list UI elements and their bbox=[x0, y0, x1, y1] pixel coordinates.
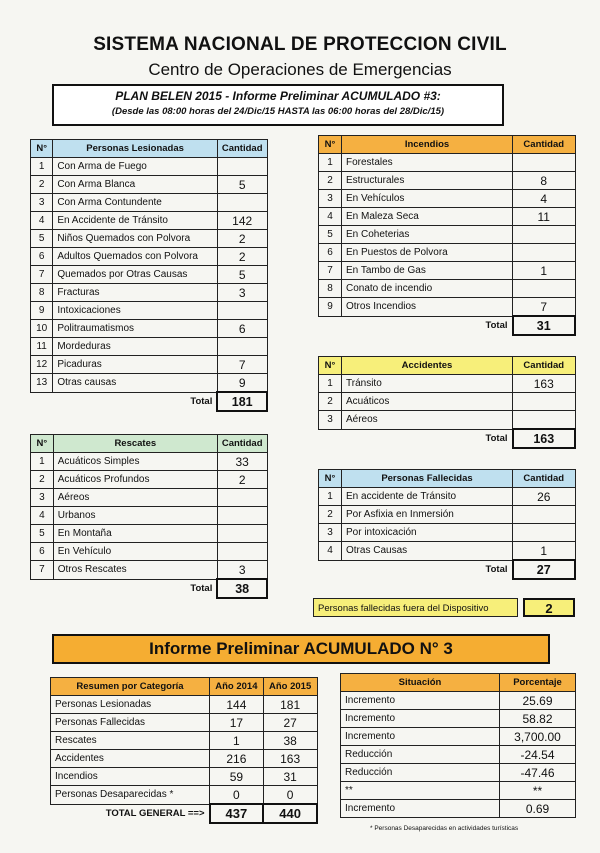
table-row bbox=[319, 506, 576, 524]
cell-qty bbox=[217, 489, 267, 507]
col-n: N° bbox=[319, 136, 342, 154]
table-row bbox=[341, 782, 576, 800]
cell-qty: 26 bbox=[513, 488, 576, 506]
fallecidas-fuera-value: 2 bbox=[523, 598, 575, 617]
cell-y2014: 59 bbox=[210, 768, 264, 786]
cell-qty: 1 bbox=[513, 542, 576, 561]
cell-y2015: 27 bbox=[263, 714, 317, 732]
cell-name: Adultos Quemados con Polvora bbox=[53, 248, 218, 266]
cell-name: Con Arma de Fuego bbox=[53, 158, 218, 176]
table-row bbox=[31, 230, 268, 248]
table-row bbox=[31, 489, 268, 507]
cell-y2014: 216 bbox=[210, 750, 264, 768]
cell-n: 5 bbox=[319, 226, 342, 244]
cell-n: 3 bbox=[319, 190, 342, 208]
cell-pct: 58.82 bbox=[500, 710, 576, 728]
table-row bbox=[319, 411, 576, 430]
cell-n: 7 bbox=[319, 262, 342, 280]
table-row bbox=[31, 194, 268, 212]
cell-qty bbox=[217, 338, 267, 356]
table-row bbox=[31, 356, 268, 374]
cell-qty: 11 bbox=[513, 208, 576, 226]
cell-cat: Incendios bbox=[51, 768, 210, 786]
cell-n: 6 bbox=[31, 248, 53, 266]
cell-pct: -47.46 bbox=[500, 764, 576, 782]
cell-sit: ** bbox=[341, 782, 500, 800]
cell-n: 1 bbox=[31, 158, 53, 176]
cell-qty: 6 bbox=[217, 320, 267, 338]
table-row bbox=[31, 338, 268, 356]
col-qty: Cantidad bbox=[513, 136, 576, 154]
cell-name: Forestales bbox=[342, 154, 513, 172]
table-row bbox=[31, 525, 268, 543]
cell-n: 8 bbox=[319, 280, 342, 298]
total-value: 181 bbox=[217, 392, 267, 411]
total-value: 38 bbox=[217, 579, 267, 598]
cell-n: 2 bbox=[31, 176, 53, 194]
cell-qty: 8 bbox=[513, 172, 576, 190]
col-n: N° bbox=[31, 140, 53, 158]
fallecidas-table bbox=[318, 469, 576, 580]
cell-name: Picaduras bbox=[53, 356, 218, 374]
cell-name: Con Arma Contundente bbox=[53, 194, 218, 212]
cell-name: Fracturas bbox=[53, 284, 218, 302]
table-row bbox=[319, 190, 576, 208]
cell-name: Con Arma Blanca bbox=[53, 176, 218, 194]
cell-qty bbox=[513, 154, 576, 172]
cell-name: Quemados por Otras Causas bbox=[53, 266, 218, 284]
table-row bbox=[31, 507, 268, 525]
table-row bbox=[31, 158, 268, 176]
col-n: N° bbox=[319, 357, 342, 375]
cell-cat: Personas Desaparecidas * bbox=[51, 786, 210, 805]
cell-y2014: 144 bbox=[210, 696, 264, 714]
table-row bbox=[319, 375, 576, 393]
cell-name: Otros Rescates bbox=[53, 561, 217, 580]
fallecidas-fuera-label: Personas fallecidas fuera del Dispositivo bbox=[313, 598, 518, 617]
cell-name: En Accidente de Tránsito bbox=[53, 212, 218, 230]
cell-name: En Vehículos bbox=[342, 190, 513, 208]
cell-y2014: 0 bbox=[210, 786, 264, 805]
cell-name: Niños Quemados con Polvora bbox=[53, 230, 218, 248]
cell-n: 3 bbox=[319, 524, 342, 542]
cell-sit: Incremento bbox=[341, 710, 500, 728]
table-row bbox=[31, 248, 268, 266]
table-row bbox=[319, 208, 576, 226]
cell-n: 3 bbox=[319, 411, 342, 430]
col-name: Rescates bbox=[53, 435, 217, 453]
cell-n: 1 bbox=[31, 453, 54, 471]
table-row bbox=[319, 172, 576, 190]
cell-name: Estructurales bbox=[342, 172, 513, 190]
cell-name: Acuáticos bbox=[342, 393, 513, 411]
cell-qty: 5 bbox=[217, 266, 267, 284]
cell-pct: ** bbox=[500, 782, 576, 800]
cell-qty: 9 bbox=[217, 374, 267, 393]
table-row bbox=[51, 768, 318, 786]
lesionadas-table bbox=[30, 139, 268, 412]
total-label: Total bbox=[485, 564, 508, 576]
cell-sit: Incremento bbox=[341, 692, 500, 710]
table-row bbox=[31, 374, 268, 393]
cell-qty bbox=[217, 302, 267, 320]
cell-name: Otros Incendios bbox=[342, 298, 513, 317]
cell-n: 4 bbox=[319, 542, 342, 561]
col-name: Personas Fallecidas bbox=[342, 470, 513, 488]
cell-qty bbox=[513, 226, 576, 244]
cell-n: 1 bbox=[319, 488, 342, 506]
cell-y2015: 38 bbox=[263, 732, 317, 750]
cell-n: 4 bbox=[31, 212, 53, 230]
cell-pct: -24.54 bbox=[500, 746, 576, 764]
cell-n: 7 bbox=[31, 561, 54, 580]
cell-n: 3 bbox=[31, 489, 54, 507]
cell-n: 6 bbox=[319, 244, 342, 262]
table-row bbox=[31, 284, 268, 302]
table-row bbox=[319, 542, 576, 561]
col-categoria: Resumen por Categoría bbox=[51, 678, 210, 696]
cell-name: En Vehículo bbox=[53, 543, 217, 561]
table-row bbox=[319, 393, 576, 411]
plan-period: (Desde las 08:00 horas del 24/Dic/15 HASTA las 06:00 horas del 28/Dic/15) bbox=[111, 106, 445, 117]
cell-n: 7 bbox=[31, 266, 53, 284]
col-2015: Año 2015 bbox=[263, 678, 317, 696]
situacion-total-value: 0.69 bbox=[500, 800, 576, 818]
cell-n: 8 bbox=[31, 284, 53, 302]
cell-n: 3 bbox=[31, 194, 53, 212]
col-n: N° bbox=[31, 435, 54, 453]
situacion-table bbox=[340, 673, 576, 818]
table-row bbox=[319, 154, 576, 172]
cell-n: 9 bbox=[319, 298, 342, 317]
table-row bbox=[341, 710, 576, 728]
cell-name: Tránsito bbox=[342, 375, 513, 393]
cell-y2015: 31 bbox=[263, 768, 317, 786]
table-row bbox=[51, 696, 318, 714]
cell-n: 2 bbox=[31, 471, 54, 489]
table-row bbox=[319, 226, 576, 244]
cell-name: Urbanos bbox=[53, 507, 217, 525]
cell-n: 1 bbox=[319, 154, 342, 172]
cell-n: 10 bbox=[31, 320, 53, 338]
table-row bbox=[341, 746, 576, 764]
cell-name: Politraumatismos bbox=[53, 320, 218, 338]
cell-n: 6 bbox=[31, 543, 54, 561]
col-n: N° bbox=[319, 470, 342, 488]
cell-qty: 142 bbox=[217, 212, 267, 230]
cell-name: Intoxicaciones bbox=[53, 302, 218, 320]
cell-qty bbox=[217, 194, 267, 212]
cell-qty bbox=[217, 158, 267, 176]
table-row bbox=[31, 266, 268, 284]
cell-qty: 33 bbox=[217, 453, 267, 471]
table-row bbox=[341, 692, 576, 710]
table-row bbox=[51, 786, 318, 805]
cell-pct: 3,700.00 bbox=[500, 728, 576, 746]
cell-name: En accidente de Tránsito bbox=[342, 488, 513, 506]
cell-name: En Coheterias bbox=[342, 226, 513, 244]
cell-n: 11 bbox=[31, 338, 53, 356]
table-row bbox=[341, 728, 576, 746]
cell-name: En Puestos de Polvora bbox=[342, 244, 513, 262]
cell-sit: Reducción bbox=[341, 746, 500, 764]
col-qty: Cantidad bbox=[513, 470, 576, 488]
page-subtitle: Centro de Operaciones de Emergencias bbox=[148, 60, 452, 79]
col-name: Accidentes bbox=[342, 357, 513, 375]
total-value: 163 bbox=[513, 429, 576, 448]
cell-qty bbox=[513, 244, 576, 262]
table-row bbox=[31, 561, 268, 580]
plan-box bbox=[52, 84, 504, 126]
cell-n: 5 bbox=[31, 230, 53, 248]
table-row bbox=[31, 212, 268, 230]
cell-qty: 5 bbox=[217, 176, 267, 194]
resumen-table bbox=[50, 677, 318, 824]
cell-qty bbox=[513, 411, 576, 430]
total-label: Total bbox=[485, 320, 508, 332]
table-row bbox=[31, 453, 268, 471]
col-name: Incendios bbox=[342, 136, 513, 154]
total-value: 27 bbox=[513, 560, 576, 579]
cell-name: En Tambo de Gas bbox=[342, 262, 513, 280]
cell-pct: 25.69 bbox=[500, 692, 576, 710]
cell-qty: 7 bbox=[513, 298, 576, 317]
total-label: Total bbox=[190, 583, 213, 595]
table-row bbox=[31, 302, 268, 320]
col-situacion: Situación bbox=[341, 674, 500, 692]
situacion-total-label: Incremento bbox=[341, 800, 500, 818]
cell-qty: 4 bbox=[513, 190, 576, 208]
cell-n: 13 bbox=[31, 374, 53, 393]
cell-qty bbox=[513, 393, 576, 411]
table-row bbox=[319, 280, 576, 298]
cell-y2014: 1 bbox=[210, 732, 264, 750]
cell-qty bbox=[513, 506, 576, 524]
cell-n: 12 bbox=[31, 356, 53, 374]
total-2015: 440 bbox=[263, 804, 317, 823]
cell-n: 2 bbox=[319, 506, 342, 524]
cell-qty bbox=[217, 543, 267, 561]
table-row bbox=[31, 176, 268, 194]
cell-name: Otras causas bbox=[53, 374, 218, 393]
table-row bbox=[51, 750, 318, 768]
table-row bbox=[319, 244, 576, 262]
cell-name: Conato de incendio bbox=[342, 280, 513, 298]
total-2014: 437 bbox=[210, 804, 264, 823]
col-qty: Cantidad bbox=[513, 357, 576, 375]
cell-y2015: 181 bbox=[263, 696, 317, 714]
page-title: SISTEMA NACIONAL DE PROTECCION CIVIL bbox=[93, 34, 507, 55]
table-row bbox=[319, 262, 576, 280]
cell-n: 4 bbox=[319, 208, 342, 226]
cell-y2014: 17 bbox=[210, 714, 264, 732]
cell-qty: 1 bbox=[513, 262, 576, 280]
table-row bbox=[341, 764, 576, 782]
cell-n: 1 bbox=[319, 375, 342, 393]
cell-name: En Montaña bbox=[53, 525, 217, 543]
cell-name: Acuáticos Simples bbox=[53, 453, 217, 471]
cell-qty: 3 bbox=[217, 561, 267, 580]
cell-y2015: 0 bbox=[263, 786, 317, 805]
cell-cat: Rescates bbox=[51, 732, 210, 750]
col-qty: Cantidad bbox=[217, 140, 267, 158]
cell-name: Aéreos bbox=[53, 489, 217, 507]
cell-cat: Accidentes bbox=[51, 750, 210, 768]
cell-sit: Reducción bbox=[341, 764, 500, 782]
table-row bbox=[319, 488, 576, 506]
summary-banner: Informe Preliminar ACUMULADO N° 3 bbox=[52, 634, 550, 664]
cell-qty: 3 bbox=[217, 284, 267, 302]
table-row bbox=[51, 732, 318, 750]
cell-name: En Maleza Seca bbox=[342, 208, 513, 226]
total-label: Total bbox=[190, 396, 213, 408]
col-name: Personas Lesionadas bbox=[53, 140, 218, 158]
cell-n: 2 bbox=[319, 172, 342, 190]
cell-qty bbox=[513, 280, 576, 298]
rescates-table bbox=[30, 434, 268, 599]
cell-name: Por intoxicación bbox=[342, 524, 513, 542]
cell-cat: Personas Lesionadas bbox=[51, 696, 210, 714]
table-row bbox=[319, 298, 576, 317]
cell-qty: 2 bbox=[217, 230, 267, 248]
cell-sit: Incremento bbox=[341, 728, 500, 746]
cell-name: Acuáticos Profundos bbox=[53, 471, 217, 489]
cell-qty bbox=[513, 524, 576, 542]
table-row bbox=[319, 524, 576, 542]
cell-qty: 7 bbox=[217, 356, 267, 374]
col-porcentaje: Porcentaje bbox=[500, 674, 576, 692]
cell-n: 2 bbox=[319, 393, 342, 411]
cell-qty bbox=[217, 507, 267, 525]
cell-cat: Personas Fallecidas bbox=[51, 714, 210, 732]
total-label: Total bbox=[485, 433, 508, 445]
cell-y2015: 163 bbox=[263, 750, 317, 768]
fallecidas-fuera-row bbox=[313, 598, 575, 617]
table-row bbox=[51, 714, 318, 732]
cell-name: Otras Causas bbox=[342, 542, 513, 561]
table-row bbox=[31, 320, 268, 338]
cell-name: Por Asfixia en Inmersión bbox=[342, 506, 513, 524]
table-row bbox=[31, 543, 268, 561]
table-row bbox=[31, 471, 268, 489]
cell-qty: 2 bbox=[217, 248, 267, 266]
incendios-table bbox=[318, 135, 576, 336]
cell-name: Mordeduras bbox=[53, 338, 218, 356]
plan-title: PLAN BELEN 2015 - Informe Preliminar ACUMULADO #3: bbox=[115, 89, 441, 103]
cell-qty: 2 bbox=[217, 471, 267, 489]
cell-qty bbox=[217, 525, 267, 543]
col-qty: Cantidad bbox=[217, 435, 267, 453]
total-general-label: TOTAL GENERAL ==> bbox=[105, 808, 205, 820]
footnote: * Personas Desaparecidas en actividades turísticas bbox=[370, 825, 519, 832]
cell-n: 5 bbox=[31, 525, 54, 543]
cell-name: Aéreos bbox=[342, 411, 513, 430]
total-value: 31 bbox=[513, 316, 576, 335]
cell-n: 9 bbox=[31, 302, 53, 320]
cell-n: 4 bbox=[31, 507, 54, 525]
accidentes-table bbox=[318, 356, 576, 449]
cell-qty: 163 bbox=[513, 375, 576, 393]
col-2014: Año 2014 bbox=[210, 678, 264, 696]
